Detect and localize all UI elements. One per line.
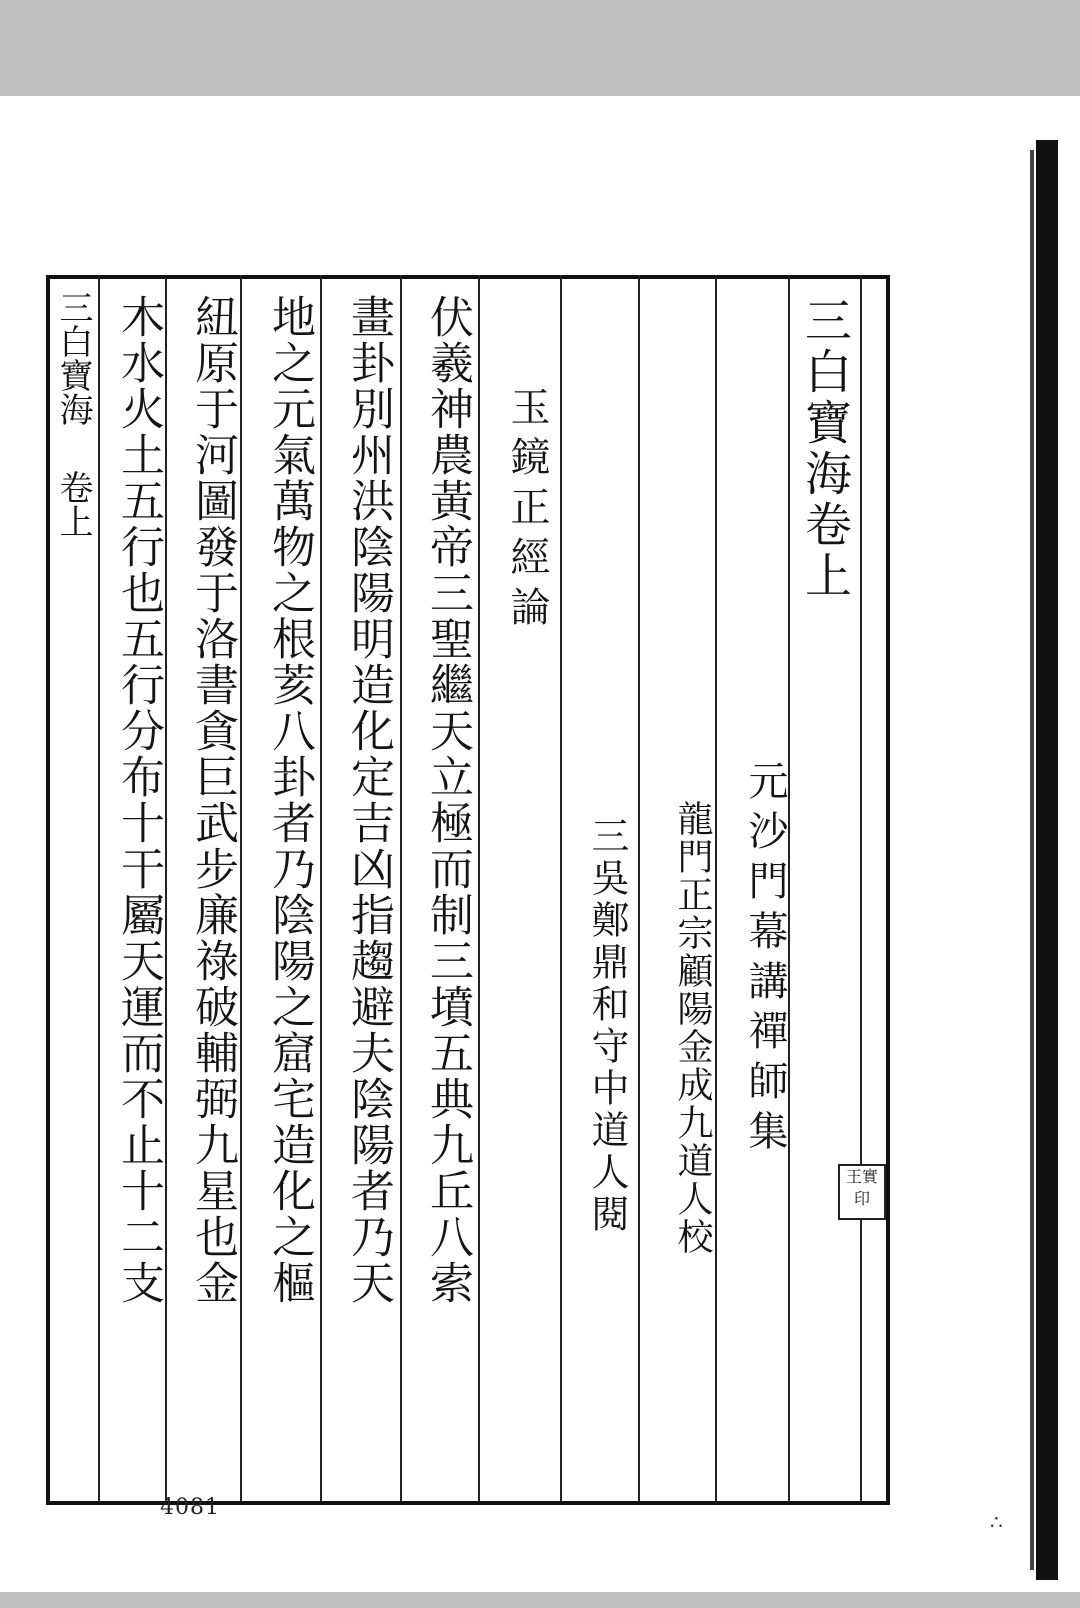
- reviewer-line: 三吳鄭鼎和守中道人閱: [585, 816, 629, 1236]
- bottom-scan-border: [0, 1592, 1080, 1608]
- margin-volume: 卷上: [53, 470, 93, 538]
- column-rule: [320, 275, 322, 1501]
- body-column: 地之元氣萬物之根荄八卦者乃陰陽之窟宅造化之樞: [264, 294, 315, 1306]
- column-rule: [98, 275, 100, 1501]
- section-title: 玉鏡正經論: [504, 386, 550, 636]
- author-line: 元沙門幕講禪師集: [742, 760, 788, 1160]
- column-rule: [860, 275, 862, 1501]
- book-title-header: 三白寶海卷上: [797, 296, 852, 602]
- column-rule: [715, 275, 717, 1501]
- page-number: 4081: [160, 1495, 220, 1520]
- column-rule: [638, 275, 640, 1501]
- top-scan-border: [0, 0, 1080, 96]
- body-column: 紐原于河圖發于洛書貪巨武步廉祿破輔弼九星也金: [187, 294, 238, 1306]
- column-rule: [478, 275, 480, 1501]
- proofreader-line: 龍門正宗顧陽金成九道人校: [672, 800, 713, 1256]
- book-spine-shadow: [1036, 140, 1058, 1580]
- margin-label: 三白寶海: [53, 290, 93, 426]
- body-column: 伏羲神農黃帝三聖繼天立極而制三墳五典九丘八索: [422, 294, 473, 1306]
- column-rule: [560, 275, 562, 1501]
- book-spine-edge: [1030, 150, 1034, 1570]
- seal-stamp: 王實印: [838, 1164, 886, 1220]
- column-rule: [400, 275, 402, 1501]
- fold-mark: ∴: [990, 1510, 1003, 1534]
- column-rule: [240, 275, 242, 1501]
- column-rule: [165, 275, 167, 1501]
- body-column: 畫卦別州洪陰陽明造化定吉凶指趨避夫陰陽者乃天: [343, 294, 394, 1306]
- body-column: 木水火土五行也五行分布十干屬天運而不止十二支: [113, 294, 164, 1306]
